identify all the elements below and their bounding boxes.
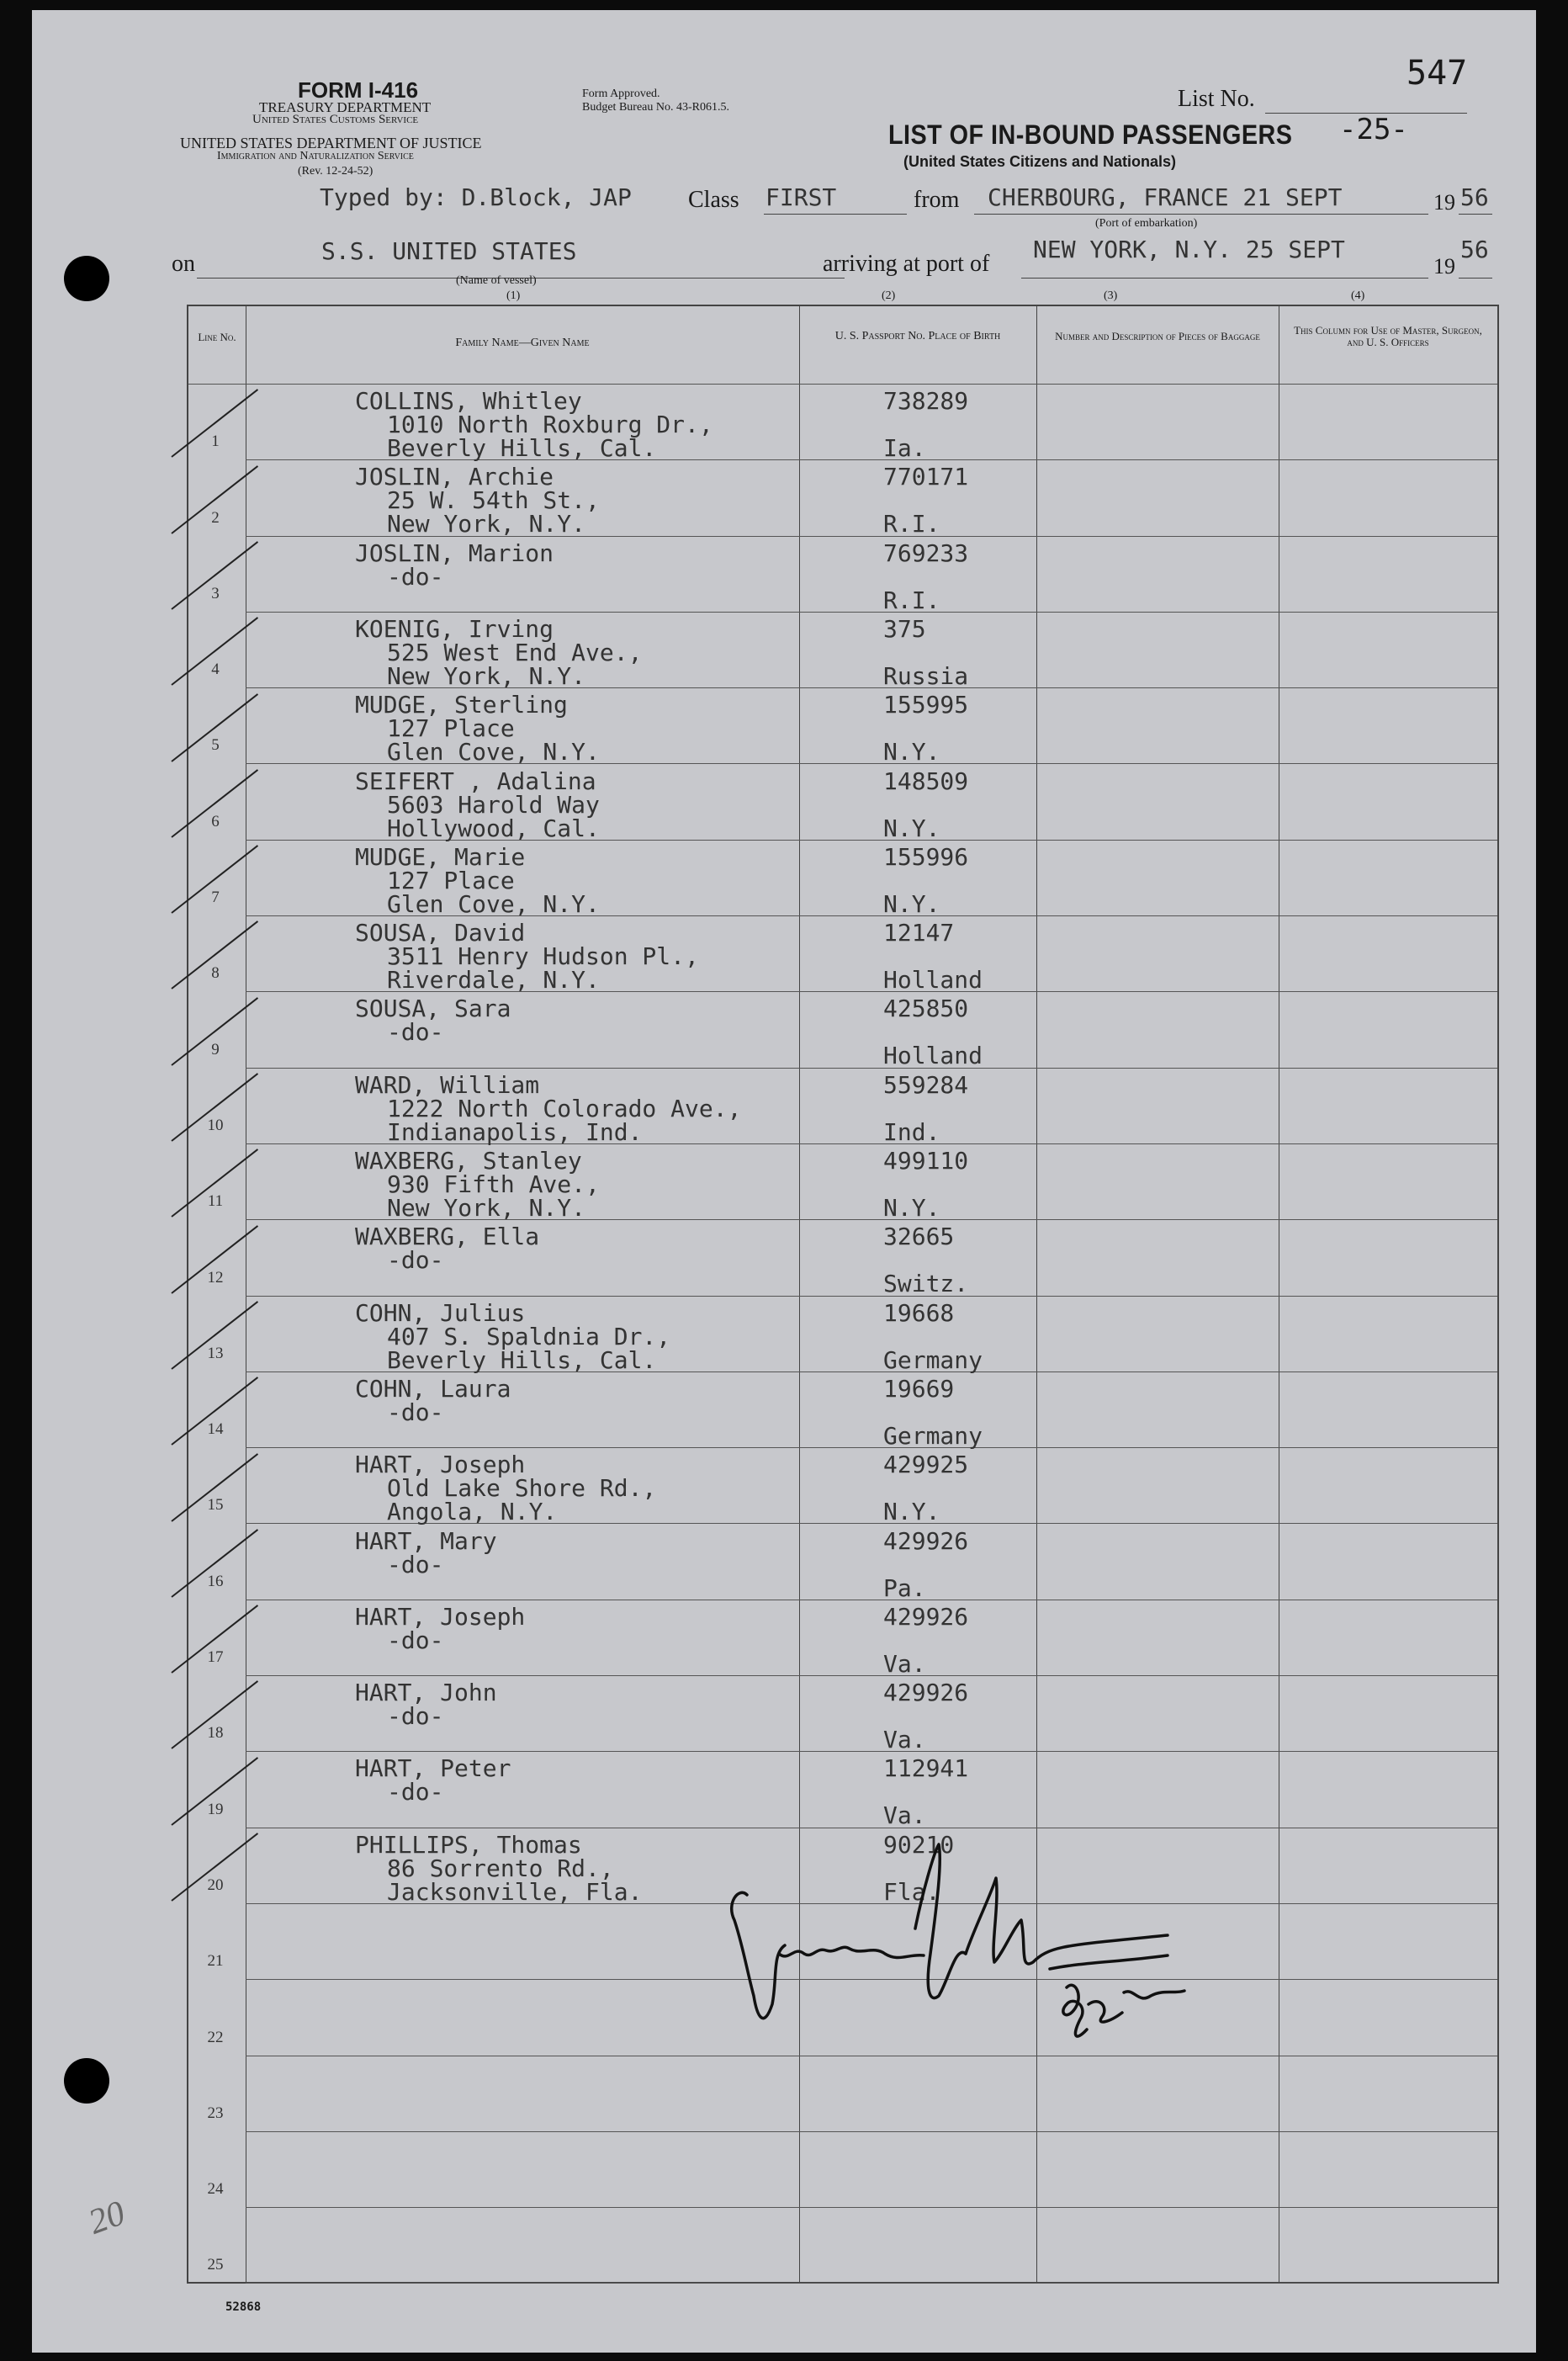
punch-hole-bottom [64,2058,109,2104]
row-passport-number: 90210 [883,1830,955,1859]
row-place-of-birth: N.Y. [883,738,940,767]
table-row [188,2207,1497,2283]
row-address-1: -do- [387,1550,444,1578]
row-passenger-name: PHILLIPS, Thomas [355,1830,582,1859]
row-passport-number: 770171 [883,463,969,491]
table-row [188,687,1497,767]
row-address-1: 25 W. 54th St., [387,486,600,515]
class-value: FIRST [765,183,837,211]
punch-hole-top [64,256,109,301]
row-place-of-birth: Va. [883,1649,926,1678]
arrival-value: NEW YORK, N.Y. 25 SEPT [1033,236,1345,263]
row-address-1: -do- [387,1018,444,1047]
col-header-line-no: Line No. [198,331,236,343]
row-address-1: Old Lake Shore Rd., [387,1474,657,1503]
row-passport-number: 19669 [883,1374,955,1403]
row-place-of-birth: Germany [883,1345,983,1374]
table-row [188,991,1497,1070]
row-place-of-birth: R.I. [883,586,940,614]
row-line-number: 13 [207,1344,224,1362]
row-address-1: -do- [387,1398,444,1426]
row-address-2: Riverdale, N.Y. [387,966,600,995]
table-row [188,1143,1497,1222]
print-code: 52868 [225,2300,262,2314]
row-address-2: New York, N.Y. [387,1194,586,1222]
row-passenger-name: COHN, Laura [355,1374,511,1403]
row-passenger-name: WARD, William [355,1070,540,1099]
row-passenger-name: KOENIG, Irving [355,614,554,643]
page-number: 547 [1406,54,1468,93]
row-line-number: 16 [207,1572,224,1590]
table-row [188,1447,1497,1526]
justice-dept: UNITED STATES DEPARTMENT OF JUSTICE [180,135,482,151]
row-passenger-name: HART, Mary [355,1526,497,1555]
row-address-1: 127 Place [387,866,515,894]
row-place-of-birth: Holland [883,1042,983,1070]
col-header-passport: U. S. Passport No. Place of Birth [834,330,1001,342]
row-line-number: 2 [211,508,220,527]
table-row [188,2056,1497,2131]
row-address-1: -do- [387,1778,444,1807]
row-passenger-name: HART, John [355,1679,497,1707]
row-passenger-name: JOSLIN, Marion [355,539,554,567]
row-passport-number: 375 [883,614,926,643]
from-year: 56 [1460,183,1489,211]
row-address-1: 1010 North Roxburg Dr., [387,411,713,438]
from-label: from [914,187,960,213]
row-address-2: Beverly Hills, Cal. [387,434,657,462]
row-line-number: 8 [211,964,220,983]
row-address-1: 127 Place [387,714,515,743]
arrival-year-prefix: 19 [1433,254,1455,279]
on-label: on [172,251,195,277]
row-address-2: Glen Cove, N.Y. [387,738,600,767]
row-address-2: Glen Cove, N.Y. [387,889,600,918]
row-address-1: 525 West End Ave., [387,638,643,666]
row-address-1: -do- [387,1626,444,1654]
row-line-number: 4 [211,661,220,679]
table-row [188,1296,1497,1372]
row-line-number: 21 [207,1952,224,1971]
row-place-of-birth: Germany [883,1421,983,1450]
row-line-number: 5 [211,736,220,755]
row-line-number: 7 [211,889,220,907]
customs-service: United States Customs Service [252,113,419,126]
approved-line-1: Form Approved. [582,88,660,100]
row-passport-number: 429925 [883,1451,969,1479]
table-row [188,915,1497,995]
form-number: FORM I-416 [298,77,419,103]
row-line-number: 11 [207,1192,224,1211]
row-passport-number: 429926 [883,1679,969,1707]
col3-number: (3) [1104,289,1118,302]
col4-number: (4) [1351,289,1365,302]
row-passenger-name: WAXBERG, Ella [355,1223,540,1251]
table-row [188,612,1497,690]
row-passenger-name: SOUSA, David [355,919,526,947]
row-place-of-birth: N.Y. [883,1498,940,1526]
row-address-2: Jacksonville, Fla. [387,1877,643,1906]
table-row [188,1524,1497,1600]
row-line-number: 14 [207,1420,224,1439]
row-line-number: 23 [207,2104,224,2122]
row-line-number: 19 [207,1800,224,1818]
row-line-number: 9 [211,1040,220,1058]
row-address-1: -do- [387,562,444,591]
row-passport-number: 429926 [883,1602,969,1631]
table-row [188,1675,1497,1754]
row-address-1: -do- [387,1702,444,1731]
table-row [188,1751,1497,1830]
table-row [188,1219,1497,1298]
row-place-of-birth: N.Y. [883,1194,940,1222]
row-address-2: New York, N.Y. [387,661,586,690]
table-row [188,536,1497,612]
from-value: CHERBOURG, FRANCE 21 SEPT [988,183,1343,211]
row-passport-number: 559284 [883,1070,969,1099]
table-row [188,1068,1497,1146]
table-row [188,840,1497,918]
row-place-of-birth: R.I. [883,510,940,539]
row-place-of-birth: N.Y. [883,889,940,918]
row-line-number: 25 [207,2256,224,2274]
row-line-number: 20 [207,1876,224,1894]
treasury-dept: TREASURY DEPARTMENT [259,99,432,115]
row-address-2: Angola, N.Y. [387,1498,558,1526]
row-address-1: 1222 North Colorado Ave., [387,1094,742,1122]
row-passenger-name: HART, Joseph [355,1451,526,1479]
row-line-number: 17 [207,1648,224,1667]
row-passport-number: 738289 [883,387,969,415]
col1-number: (1) [506,289,521,302]
form-page [32,10,1536,2353]
row-passport-number: 32665 [883,1223,955,1251]
row-line-number: 12 [207,1268,224,1287]
col2-number: (2) [882,289,896,302]
row-line-number: 22 [207,2028,224,2046]
row-place-of-birth: Ind. [883,1117,940,1146]
row-place-of-birth: Russia [883,661,969,690]
col-header-name: Family Name—Given Name [455,337,590,349]
row-place-of-birth: Switz. [883,1270,969,1298]
table-row [188,1372,1497,1450]
class-label: Class [688,187,739,213]
col-header-baggage: Number and Description of Pieces of Baggage [1055,330,1260,342]
approved-line-2: Budget Bureau No. 43-R061.5. [582,101,729,114]
row-address-1: -do- [387,1246,444,1275]
ins-service: Immigration and Naturalization Service [217,150,414,162]
row-passenger-name: MUDGE, Sterling [355,691,568,719]
row-line-number: 6 [211,812,220,830]
row-passport-number: 12147 [883,919,955,947]
signature-image [713,1828,1336,2063]
row-line-number: 3 [211,584,220,602]
arriving-label: arriving at port of [823,251,990,277]
port-embarkation-caption: (Port of embarkation) [1095,217,1198,230]
row-passenger-name: COLLINS, Whitley [355,387,582,415]
vessel-caption: (Name of vessel) [456,274,537,287]
row-place-of-birth: Holland [883,966,983,995]
row-place-of-birth: Pa. [883,1573,926,1602]
row-passport-number: 155996 [883,842,969,871]
arrival-year: 56 [1460,236,1489,263]
row-address-2: Indianapolis, Ind. [387,1117,643,1146]
row-passenger-name: HART, Peter [355,1754,511,1783]
table-row [188,2131,1497,2207]
row-address-1: 5603 Harold Way [387,790,600,819]
row-passenger-name: SEIFERT , Adalina [355,767,596,795]
list-number: -25- [1339,113,1408,146]
row-line-number: 10 [207,1116,224,1134]
list-no-label: List No. [1178,86,1255,112]
row-address-1: 930 Fifth Ave., [387,1170,600,1198]
row-address-1: 3511 Henry Hudson Pl., [387,942,699,971]
table-row [188,459,1497,539]
table-row [188,384,1497,462]
row-passenger-name: WAXBERG, Stanley [355,1147,582,1175]
row-line-number: 18 [207,1724,224,1743]
row-place-of-birth: Fla. [883,1877,940,1906]
revision: (Rev. 12-24-52) [298,165,373,178]
typed-by: Typed by: D.Block, JAP [320,183,632,211]
row-passenger-name: MUDGE, Marie [355,842,526,871]
row-line-number: 1 [211,432,220,451]
row-passenger-name: SOUSA, Sara [355,995,511,1023]
row-address-2: Hollywood, Cal. [387,814,600,842]
table-row [188,764,1497,840]
table-row [188,1600,1497,1678]
row-passport-number: 769233 [883,539,969,567]
row-passenger-name: HART, Joseph [355,1602,526,1631]
row-place-of-birth: N.Y. [883,814,940,842]
row-passport-number: 499110 [883,1147,969,1175]
vessel-name: S.S. UNITED STATES [321,237,577,265]
row-passport-number: 155995 [883,691,969,719]
row-passport-number: 148509 [883,767,969,795]
from-year-prefix: 19 [1433,190,1455,215]
row-passenger-name: JOSLIN, Archie [355,463,554,491]
row-line-number: 24 [207,2180,224,2199]
list-title: LIST OF IN-BOUND PASSENGERS [888,119,1293,150]
list-subtitle: (United States Citizens and Nationals) [903,153,1177,170]
row-passport-number: 425850 [883,995,969,1023]
row-passport-number: 19668 [883,1298,955,1327]
row-address-2: Beverly Hills, Cal. [387,1345,657,1374]
row-passport-number: 429926 [883,1526,969,1555]
row-place-of-birth: Ia. [883,434,926,462]
col-header-officers: This Column for Use of Master, Surgeon, and U. S. Officers [1294,324,1482,348]
row-place-of-birth: Va. [883,1801,926,1830]
row-place-of-birth: Va. [883,1726,926,1754]
row-address-2: New York, N.Y. [387,510,586,539]
row-passport-number: 112941 [883,1754,969,1783]
row-address-1: 407 S. Spaldnia Dr., [387,1322,671,1350]
row-address-1: 86 Sorrento Rd., [387,1854,614,1882]
row-passenger-name: COHN, Julius [355,1298,526,1327]
margin-note: 20 [83,2194,130,2242]
row-line-number: 15 [207,1496,224,1515]
